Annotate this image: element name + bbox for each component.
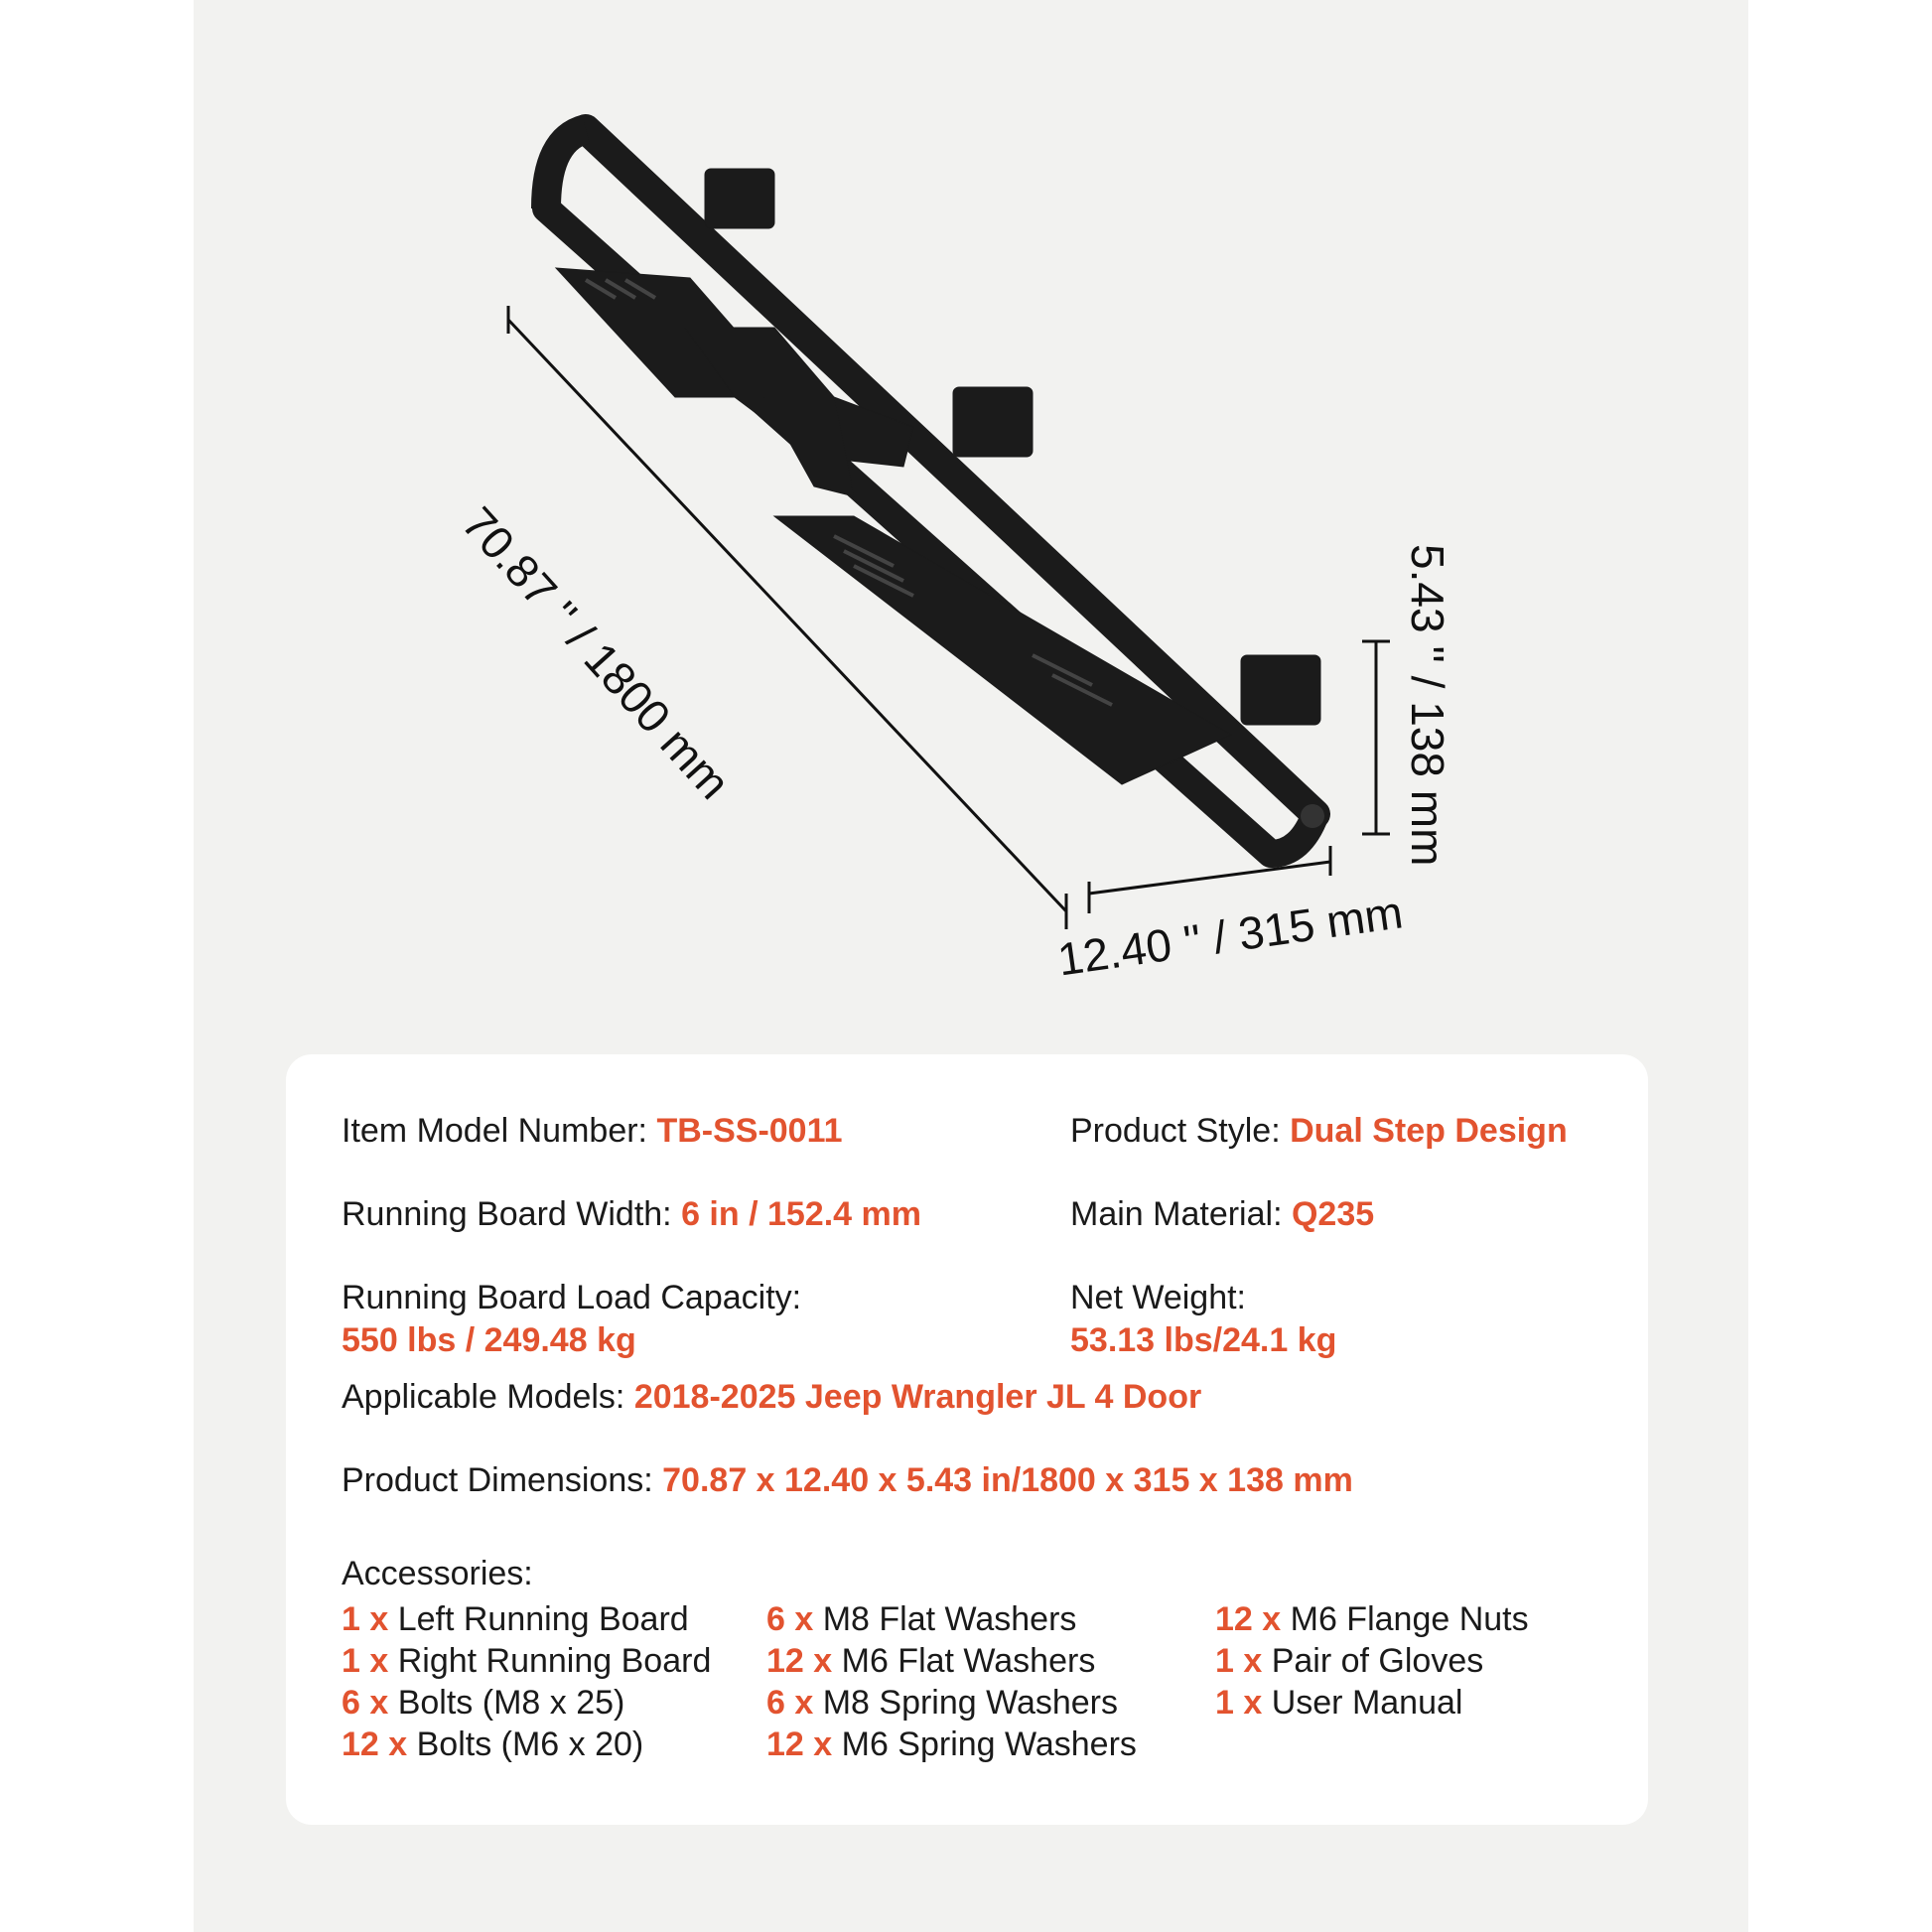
spec-load: [342, 1279, 801, 1360]
spec-card: [286, 1054, 1648, 1825]
accessory-name: M8 Flat Washers: [813, 1600, 1077, 1638]
spec-style: [1070, 1112, 1568, 1151]
spec-model: [342, 1112, 843, 1151]
spec-dimensions-label: Product Dimensions:: [342, 1461, 663, 1499]
accessory-qty: 6 x: [766, 1684, 814, 1722]
accessory-name: Pair of Gloves: [1262, 1642, 1484, 1680]
accessory-item: [342, 1598, 711, 1640]
accessory-item: [766, 1724, 1137, 1765]
accessory-qty: 12 x: [1215, 1600, 1282, 1638]
width-dimension-label: 12.40 '' / 315 mm: [1054, 886, 1406, 986]
accessory-name: M6 Spring Washers: [832, 1725, 1137, 1763]
accessory-qty: 12 x: [342, 1725, 408, 1763]
accessory-name: Right Running Board: [388, 1642, 712, 1680]
spec-material: [1070, 1195, 1374, 1234]
accessory-name: M6 Flange Nuts: [1281, 1600, 1529, 1638]
accessory-qty: 12 x: [766, 1642, 833, 1680]
accessory-qty: 1 x: [1215, 1684, 1263, 1722]
spec-board-width: [342, 1195, 921, 1234]
accessory-qty: 1 x: [342, 1642, 389, 1680]
spec-load-label: Running Board Load Capacity:: [342, 1279, 802, 1316]
spec-model-value: TB-SS-0011: [656, 1112, 843, 1150]
running-board-image: [477, 99, 1449, 993]
accessory-item: [342, 1640, 711, 1682]
spec-board-width-value: 6 in / 152.4 mm: [681, 1195, 921, 1233]
accessory-name: M6 Flat Washers: [832, 1642, 1096, 1680]
accessory-name: Bolts (M6 x 20): [407, 1725, 644, 1763]
accessories-column-1: [342, 1598, 711, 1765]
accessory-qty: 6 x: [766, 1600, 814, 1638]
spec-models-value: 2018-2025 Jeep Wrangler JL 4 Door: [633, 1378, 1202, 1416]
accessory-item: [1215, 1640, 1529, 1682]
accessory-item: [766, 1682, 1137, 1724]
accessory-qty: 12 x: [766, 1725, 833, 1763]
spec-material-value: Q235: [1291, 1195, 1375, 1233]
spec-board-width-label: Running Board Width:: [342, 1195, 682, 1233]
spec-style-label: Product Style:: [1070, 1112, 1291, 1150]
length-dimension-label: 70.87 '' / 1800 mm: [452, 496, 741, 809]
spec-weight: [1070, 1279, 1336, 1360]
spec-material-label: Main Material:: [1070, 1195, 1292, 1233]
accessory-item: [1215, 1598, 1529, 1640]
spec-load-value: 550 lbs / 249.48 kg: [342, 1321, 636, 1359]
accessory-item: [342, 1682, 711, 1724]
accessory-name: Left Running Board: [388, 1600, 689, 1638]
accessory-qty: 6 x: [342, 1684, 389, 1722]
accessories-title: Accessories:: [342, 1555, 533, 1592]
accessory-name: M8 Spring Washers: [813, 1684, 1118, 1722]
spec-style-value: Dual Step Design: [1290, 1112, 1568, 1150]
accessory-item: [1215, 1682, 1529, 1724]
accessory-qty: 1 x: [1215, 1642, 1263, 1680]
spec-models-label: Applicable Models:: [342, 1378, 634, 1416]
accessory-item: [766, 1640, 1137, 1682]
spec-model-label: Item Model Number:: [342, 1112, 657, 1150]
spec-weight-label: Net Weight:: [1070, 1279, 1247, 1316]
accessories-column-2: [766, 1598, 1137, 1765]
accessory-name: User Manual: [1262, 1684, 1463, 1722]
accessory-name: Bolts (M8 x 25): [388, 1684, 625, 1722]
spec-weight-value: 53.13 lbs/24.1 kg: [1070, 1321, 1337, 1359]
accessory-item: [342, 1724, 711, 1765]
spec-dimensions: [342, 1461, 1353, 1500]
accessory-item: [766, 1598, 1137, 1640]
accessories-column-3: [1215, 1598, 1529, 1724]
height-dimension-label: 5.43 '' / 138 mm: [1402, 544, 1453, 867]
accessory-qty: 1 x: [342, 1600, 389, 1638]
spec-dimensions-value: 70.87 x 12.40 x 5.43 in/1800 x 315 x 138 mm: [662, 1461, 1353, 1499]
spec-models: [342, 1378, 1201, 1417]
